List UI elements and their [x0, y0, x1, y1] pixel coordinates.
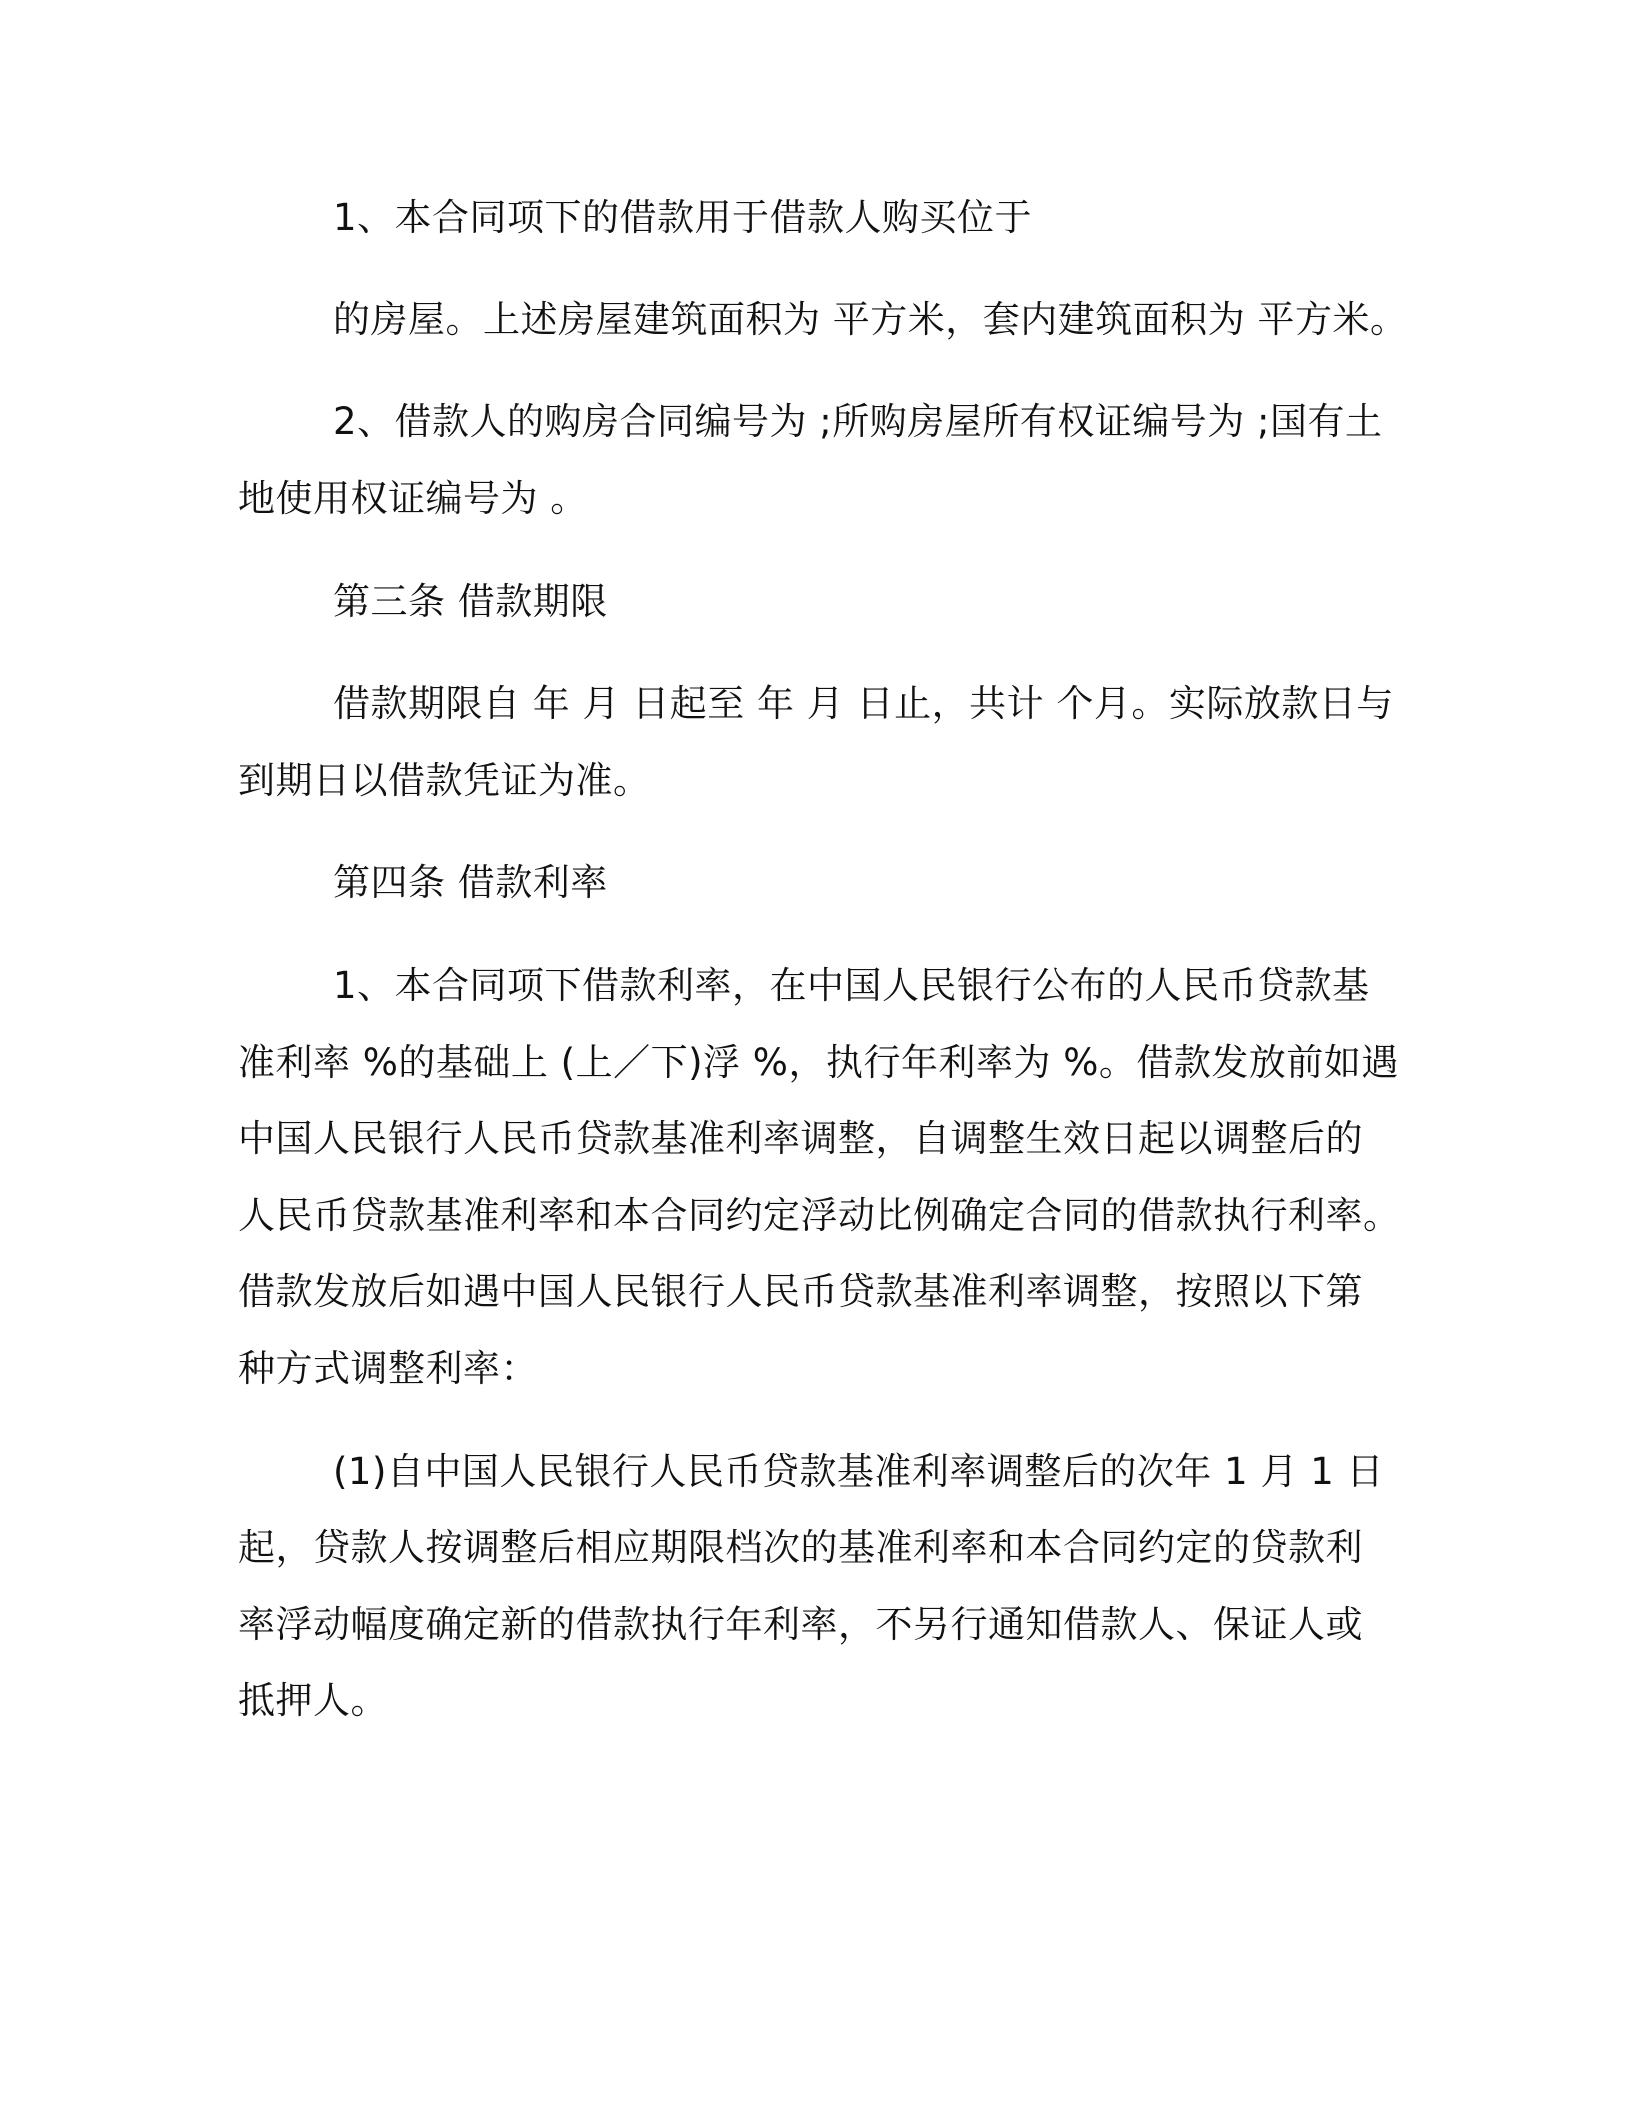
clause-4-1-line-3: 中国人民银行人民币贷款基准利率调整，自调整生效日起以调整后的: [238, 1117, 1363, 1160]
clause-4-1-1-line-4: 抵押人。: [238, 1679, 388, 1722]
clause-4-1-line-2: 准利率 %的基础上 (上／下)浮 %，执行年利率为 %。借款发放前如遇: [238, 1041, 1399, 1084]
clause-4-1-line-4: 人民币贷款基准利率和本合同约定浮动比例确定合同的借款执行利率。: [238, 1194, 1401, 1237]
article-3-body-line-2: 到期日以借款凭证为准。: [238, 759, 651, 802]
clause-2-1-line-1: 1、本合同项下的借款用于借款人购买位于: [333, 196, 1033, 239]
clause-4-1-1-line-2: 起，贷款人按调整后相应期限档次的基准利率和本合同约定的贷款利: [238, 1526, 1363, 1569]
clause-4-1-1-line-1: (1)自中国人民银行人民币贷款基准利率调整后的次年 1 月 1 日: [333, 1450, 1385, 1493]
clause-2-2-line-1: 2、借款人的购房合同编号为 ;所购房屋所有权证编号为 ;国有土: [333, 400, 1383, 443]
clause-4-1-1-line-3: 率浮动幅度确定新的借款执行年利率，不另行通知借款人、保证人或: [238, 1603, 1363, 1646]
clause-4-1-line-6: 种方式调整利率：: [238, 1347, 538, 1390]
clause-2-2-line-2: 地使用权证编号为 。: [238, 477, 588, 520]
clause-4-1-line-5: 借款发放后如遇中国人民银行人民币贷款基准利率调整，按照以下第: [238, 1270, 1363, 1313]
article-3-body-line-1: 借款期限自 年 月 日起至 年 月 日止，共计 个月。实际放款日与: [333, 682, 1394, 725]
clause-4-1-line-1: 1、本合同项下借款利率，在中国人民银行公布的人民币贷款基: [333, 964, 1370, 1007]
article-3-heading: 第三条 借款期限: [333, 580, 608, 623]
article-4-heading: 第四条 借款利率: [333, 861, 608, 904]
clause-2-1-line-2: 的房屋。上述房屋建筑面积为 平方米，套内建筑面积为 平方米。: [333, 298, 1408, 341]
